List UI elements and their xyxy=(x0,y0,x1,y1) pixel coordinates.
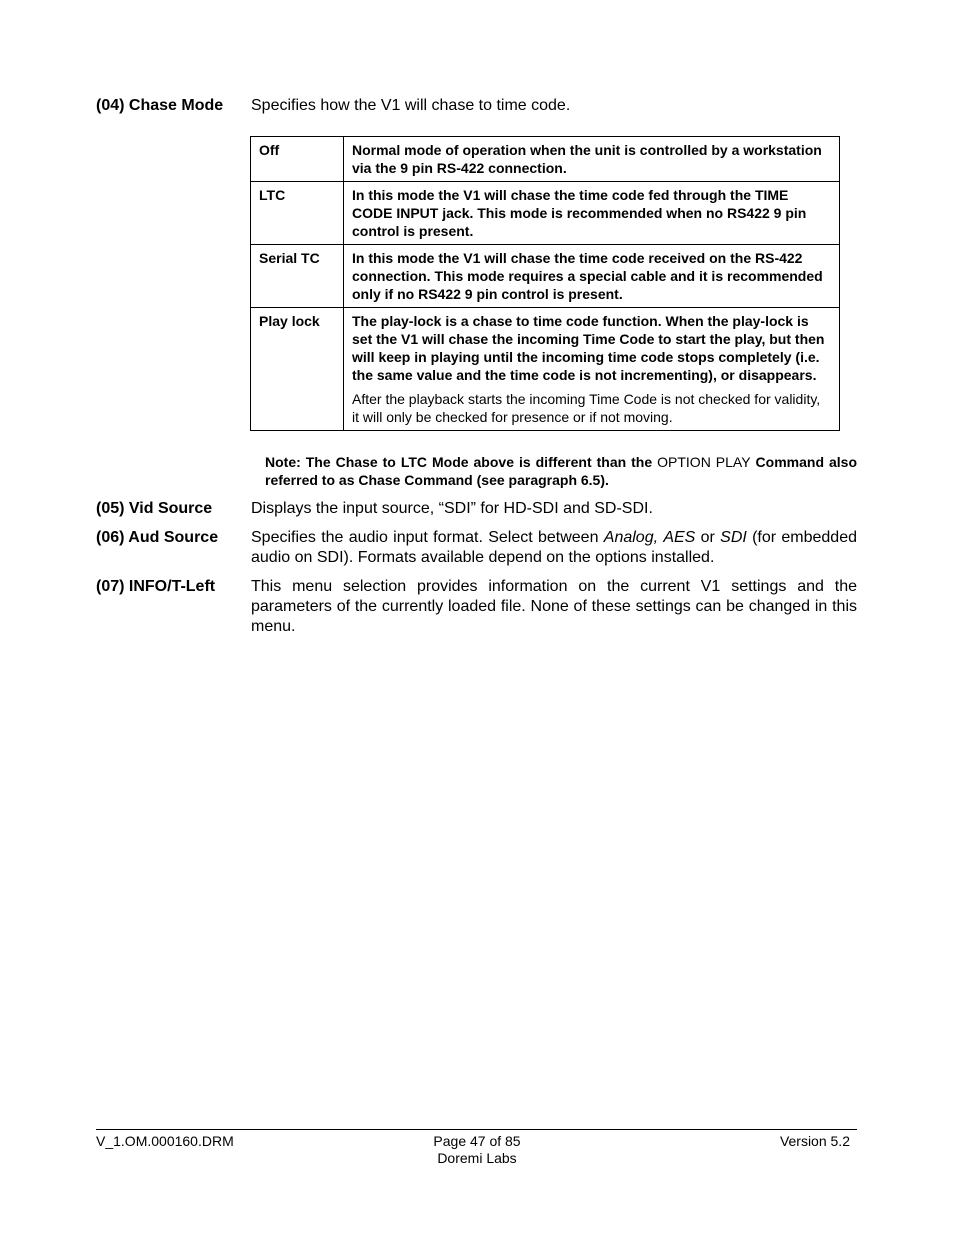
vid-source-term: (05) Vid Source xyxy=(96,500,213,517)
aud-source-term: (06) Aud Source xyxy=(96,529,219,546)
note-bold-a: Note: The Chase to LTC Mode above is different than the xyxy=(265,454,658,470)
mode-name: Off xyxy=(251,137,344,182)
info-description: This menu selection provides information on the current V1 settings and the parameters of the currently loaded file. None of these settings can be changed in this menu. xyxy=(251,578,857,635)
info-term: (07) INFO/T-Left xyxy=(96,578,216,595)
aud-source-description xyxy=(251,528,857,568)
aud-option-sdi: SDI xyxy=(720,529,747,546)
mode-description: The play-lock is a chase to time code function. When the play-lock is set the V1 will chase the incoming Time Code to start the play, but then will keep in playing until the incoming time code stops completely (i.e. the same value and the time code is not incrementing), or disappears. xyxy=(352,313,825,383)
mode-name: LTC xyxy=(251,182,344,245)
footer-version: Version 5.2 xyxy=(779,1133,850,1149)
footer-page: Page 47 of 85 xyxy=(433,1133,521,1149)
chase-mode-table xyxy=(250,136,840,431)
aud-option-analog: Analog, xyxy=(603,529,659,546)
aud-text-c: or xyxy=(695,529,721,546)
chase-mode-term: (04) Chase Mode xyxy=(96,97,224,114)
footer-company: Doremi Labs xyxy=(437,1150,517,1166)
mode-description: In this mode the V1 will chase the time code fed through the TIME CODE INPUT jack. This mode is recommended when no RS422 9 pin control is present. xyxy=(344,182,840,245)
table-row xyxy=(251,308,840,431)
footer-doc-id: V_1.OM.000160.DRM xyxy=(96,1133,234,1149)
footer-divider xyxy=(96,1129,857,1130)
note-plain: OPTION PLAY xyxy=(657,454,751,470)
table-row xyxy=(251,245,840,308)
note-bold-b: Command also referred to as Chase Command (see paragraph 6.5). xyxy=(265,454,857,488)
mode-description: In this mode the V1 will chase the time code received on the RS-422 connection. This mode requires a special cable and it is recommended only if no RS422 9 pin control is present. xyxy=(344,245,840,308)
table-row xyxy=(251,182,840,245)
aud-text-d: (for embedded audio on SDI). Formats available depend on the options installed. xyxy=(251,529,857,566)
mode-description-cell xyxy=(344,308,840,431)
table-row xyxy=(251,137,840,182)
aud-option-aes: AES xyxy=(663,529,696,546)
vid-source-description: Displays the input source, “SDI” for HD-SDI and SD-SDI. xyxy=(251,500,653,517)
mode-extra-note: After the playback starts the incoming Time Code is not checked for validity, it will only be checked for presence or if not moving. xyxy=(352,391,821,425)
mode-name: Play lock xyxy=(251,308,344,431)
footer-center xyxy=(377,1133,577,1167)
mode-name: Serial TC xyxy=(251,245,344,308)
chase-note xyxy=(265,453,857,489)
aud-text-a: Specifies the audio input format. Select between xyxy=(251,529,604,546)
chase-mode-description: Specifies how the V1 will chase to time code. xyxy=(251,97,571,114)
mode-description: Normal mode of operation when the unit is controlled by a workstation via the 9 pin RS-422 connection. xyxy=(344,137,840,182)
